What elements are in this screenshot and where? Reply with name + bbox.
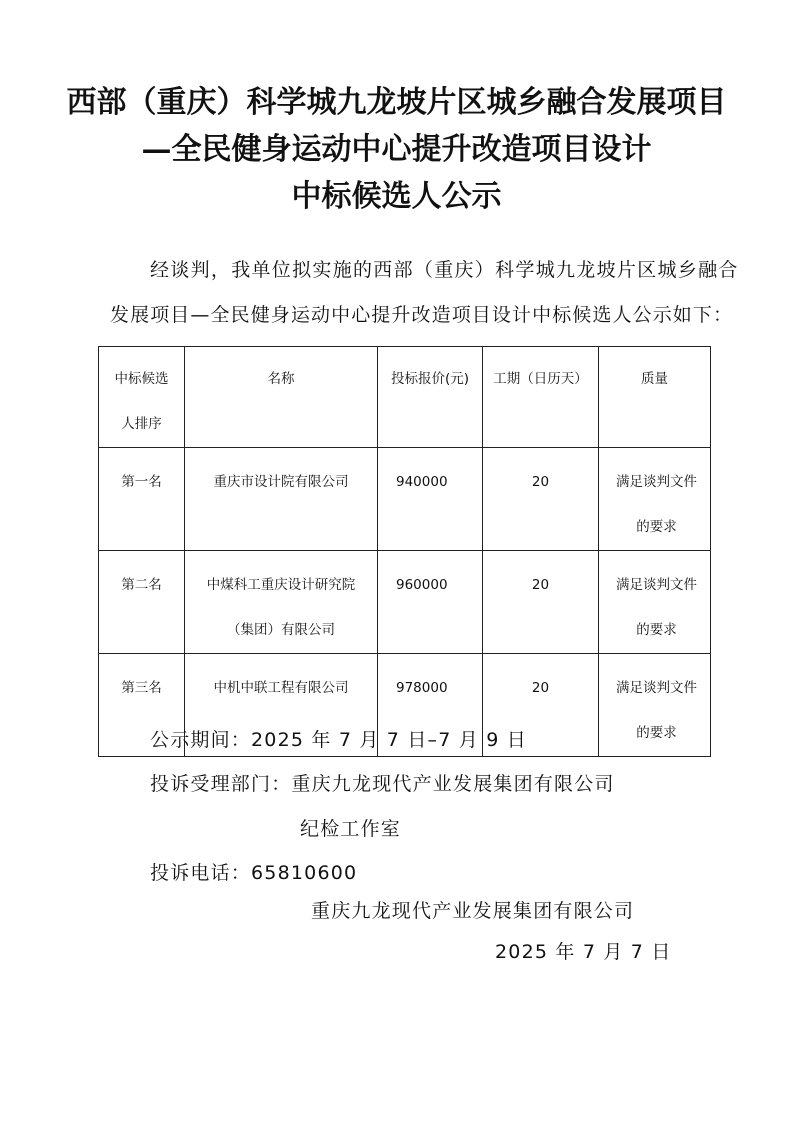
- table-row: [99, 448, 711, 551]
- issuer-name: 重庆九龙现代产业发展集团有限公司: [311, 900, 635, 922]
- header-name-label: 名称: [267, 371, 295, 387]
- cell-rank: [99, 551, 185, 654]
- header-quality: [599, 347, 711, 448]
- bid-price: 940000: [396, 474, 448, 490]
- cell-price: [378, 551, 483, 654]
- duration-days: 20: [531, 680, 550, 696]
- header-days: [483, 347, 599, 448]
- header-quality-label: 质量: [641, 371, 668, 387]
- header-days-label: 工期（日历天）: [493, 371, 588, 387]
- bid-price: 978000: [396, 680, 448, 696]
- header-name: [185, 347, 378, 448]
- document-title-line-3: 中标候选人公示: [291, 179, 502, 214]
- header-price: [378, 347, 483, 448]
- intro-line-1: 经谈判，我单位拟实施的西部（重庆）科学城九龙坡片区城乡融合: [150, 259, 739, 281]
- document-title-line-2: —全民健身运动中心提升改造项目设计: [141, 132, 652, 167]
- issue-date: 2025 年 7 月 7 日: [495, 941, 672, 963]
- complaint-phone: 投诉电话：65810600: [150, 862, 358, 884]
- rank-text: 第三名: [121, 680, 162, 696]
- header-rank-label: 中标候选人排序: [114, 371, 169, 432]
- cell-price: [378, 448, 483, 551]
- cell-rank: [99, 448, 185, 551]
- quality-text: 满足谈判文件的要求: [616, 577, 697, 638]
- cell-days: [483, 551, 599, 654]
- bid-price: 960000: [396, 577, 448, 593]
- complaint-department-office: 纪检工作室: [300, 818, 402, 840]
- document-title-line-1: 西部（重庆）科学城九龙坡片区城乡融合发展项目: [66, 85, 727, 120]
- header-price-label: 投标报价(元): [390, 371, 470, 387]
- cell-name: [185, 551, 378, 654]
- table-row: [99, 551, 711, 654]
- duration-days: 20: [531, 474, 550, 490]
- header-rank: [99, 347, 185, 448]
- cell-quality: [599, 551, 711, 654]
- complaint-department: 投诉受理部门：重庆九龙现代产业发展集团有限公司: [150, 773, 615, 795]
- notice-period: 公示期间：2025 年 7 月 7 日–7 月 9 日: [150, 729, 527, 751]
- company-name: 中煤科工重庆设计研究院（集团）有限公司: [206, 577, 356, 638]
- table-header-row: [99, 347, 711, 448]
- intro-line-2: 发展项目—全民健身运动中心提升改造项目设计中标候选人公示如下：: [110, 304, 734, 326]
- company-name: 中机中联工程有限公司: [213, 680, 349, 696]
- rank-text: 第二名: [121, 577, 162, 593]
- cell-name: [185, 448, 378, 551]
- cell-quality: [599, 448, 711, 551]
- quality-text: 满足谈判文件的要求: [616, 474, 697, 535]
- candidate-table: [98, 346, 711, 757]
- quality-text: 满足谈判文件的要求: [616, 680, 697, 741]
- rank-text: 第一名: [121, 474, 162, 490]
- company-name: 重庆市设计院有限公司: [213, 474, 349, 490]
- cell-quality: [599, 654, 711, 757]
- cell-days: [483, 448, 599, 551]
- duration-days: 20: [531, 577, 550, 593]
